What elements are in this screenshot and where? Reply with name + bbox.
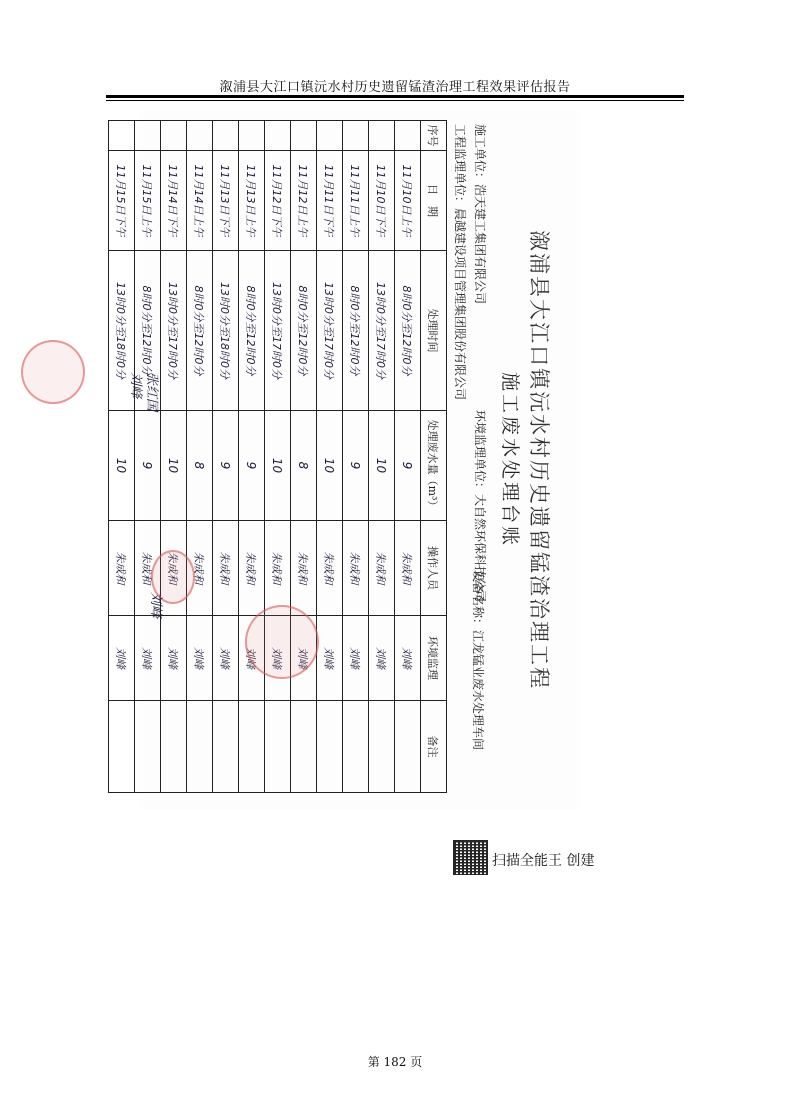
- cell-time: 13时0分至18时0分: [109, 251, 135, 411]
- cell-time: 13时0分至18时0分: [213, 251, 239, 411]
- cell-operator: 朱成和: [213, 521, 239, 616]
- header-rule-thick: [106, 95, 684, 98]
- cell-volume: 8: [291, 411, 317, 521]
- cell-no: [265, 121, 291, 151]
- table-row: [187, 121, 213, 793]
- col-header-operator: 操作人员: [421, 521, 447, 616]
- cell-volume: 9: [213, 411, 239, 521]
- cell-volume: 8: [187, 411, 213, 521]
- cell-supervisor: 刘峰: [239, 616, 265, 701]
- cell-date: 11月11日上午: [343, 151, 369, 251]
- cell-operator: 朱成和: [291, 521, 317, 616]
- cell-operator: 朱成和: [317, 521, 343, 616]
- col-header-time: 处理时间: [421, 251, 447, 411]
- table-row: [343, 121, 369, 793]
- qr-code-icon: [453, 840, 488, 875]
- handwritten-signature: 刘峰: [128, 372, 143, 399]
- scanner-watermark-label: 扫描全能王 创建: [492, 853, 595, 869]
- cell-supervisor: 刘峰: [135, 616, 161, 701]
- col-header-note: 备注: [421, 701, 447, 793]
- cell-supervisor: 刘峰: [369, 616, 395, 701]
- table-row: [317, 121, 343, 793]
- cell-date: 11月11日下午: [317, 151, 343, 251]
- page-number: 第 182 页: [367, 1055, 423, 1069]
- cell-volume: 10: [161, 411, 187, 521]
- table-row: [369, 121, 395, 793]
- cell-no: [135, 121, 161, 151]
- cell-operator: 朱成和: [109, 521, 135, 616]
- cell-no: [187, 121, 213, 151]
- cell-operator: 朱成和: [395, 521, 421, 616]
- cell-time: 8时0分至12时0分: [239, 251, 265, 411]
- table-row: [161, 121, 187, 793]
- project-supervision-unit: 工程监理单位：晨越建设项目管理集团股份有限公司: [453, 124, 467, 401]
- cell-note: [135, 701, 161, 793]
- cell-volume: 10: [265, 411, 291, 521]
- cell-no: [239, 121, 265, 151]
- ledger-subtitle: 施工废水处理台账: [499, 371, 521, 548]
- cell-supervisor: 刘峰: [187, 616, 213, 701]
- cell-date: 11月10日上午: [395, 151, 421, 251]
- cell-volume: 9: [343, 411, 369, 521]
- cell-no: [213, 121, 239, 151]
- red-seal-stamp: [245, 605, 319, 679]
- cell-operator: 朱成和: [239, 521, 265, 616]
- cell-supervisor: 刘峰: [395, 616, 421, 701]
- cell-time: 13时0分至17时0分: [369, 251, 395, 411]
- report-header: 溆浦县大江口镇沅水村历史遗留锰渣治理工程效果评估报告: [219, 80, 571, 95]
- construction-unit: 施工单位：浩天建工集团有限公司: [473, 124, 487, 305]
- table-row: [213, 121, 239, 793]
- table-row: [291, 121, 317, 793]
- cell-date: 11月13日下午: [213, 151, 239, 251]
- cell-time: 13时0分至17时0分: [317, 251, 343, 411]
- col-header-no: 序号: [421, 121, 447, 151]
- cell-supervisor: 刘峰: [291, 616, 317, 701]
- cell-date: 11月12日上午: [291, 151, 317, 251]
- cell-time: 8时0分至12时0分: [291, 251, 317, 411]
- ledger-project-title: 溆浦县大江口镇沅水村历史遗留锰渣治理工程: [527, 230, 551, 690]
- cell-no: [395, 121, 421, 151]
- env-supervision-unit: 环境监理单位：大自然环保科技公司: [473, 410, 487, 603]
- table-row: [395, 121, 421, 793]
- cell-volume: 10: [369, 411, 395, 521]
- cell-note: [109, 701, 135, 793]
- cell-supervisor: 刘峰: [265, 616, 291, 701]
- table-row: [239, 121, 265, 793]
- handwritten-signature: 刘峰: [148, 592, 163, 619]
- cell-no: [343, 121, 369, 151]
- col-header-date: 日 期: [421, 151, 447, 251]
- cell-no: [291, 121, 317, 151]
- cell-supervisor: 刘峰: [343, 616, 369, 701]
- cell-operator: 朱成和: [135, 521, 161, 616]
- cell-note: [213, 701, 239, 793]
- cell-volume: 10: [109, 411, 135, 521]
- cell-date: 11月14日下午: [161, 151, 187, 251]
- cell-supervisor: 刘峰: [161, 616, 187, 701]
- table-row: [109, 121, 135, 793]
- cell-time: 8时0分至12时0分: [135, 251, 161, 411]
- wastewater-ledger-table: [108, 120, 447, 793]
- header-rule-thin: [106, 100, 684, 101]
- cell-supervisor: 刘峰: [213, 616, 239, 701]
- cell-note: [161, 701, 187, 793]
- cell-date: 11月15日下午: [109, 151, 135, 251]
- rotated-ledger-document: [114, 110, 555, 810]
- cell-date: 11月15日上午: [135, 151, 161, 251]
- red-seal-stamp: [21, 340, 85, 404]
- cell-operator: 朱成和: [187, 521, 213, 616]
- table-header-row: [421, 121, 447, 793]
- col-header-volume: 处理废水量（m³）: [421, 411, 447, 521]
- col-header-supervisor: 环境监理: [421, 616, 447, 701]
- cell-supervisor: 刘峰: [109, 616, 135, 701]
- cell-time: 13时0分至17时0分: [265, 251, 291, 411]
- cell-date: 11月10日下午: [369, 151, 395, 251]
- cell-operator: 朱成和: [265, 521, 291, 616]
- cell-date: 11月14日上午: [187, 151, 213, 251]
- cell-time: 8时0分至12时0分: [187, 251, 213, 411]
- cell-note: [291, 701, 317, 793]
- cell-note: [187, 701, 213, 793]
- cell-no: [369, 121, 395, 151]
- cell-time: 8时0分至12时0分: [395, 251, 421, 411]
- cell-time: 13时0分至17时0分: [161, 251, 187, 411]
- equipment-name: 设备名称：江龙锰业废水处理车间: [471, 570, 485, 751]
- cell-note: [369, 701, 395, 793]
- cell-volume: 9: [395, 411, 421, 521]
- cell-note: [265, 701, 291, 793]
- table-row: [265, 121, 291, 793]
- cell-note: [239, 701, 265, 793]
- cell-volume: 9: [135, 411, 161, 521]
- cell-date: 11月12日下午: [265, 151, 291, 251]
- handwritten-signature: 张红国: [144, 372, 159, 412]
- cell-volume: 9: [239, 411, 265, 521]
- cell-no: [161, 121, 187, 151]
- cell-note: [395, 701, 421, 793]
- cell-time: 8时0分至12时0分: [343, 251, 369, 411]
- cell-date: 11月13日上午: [239, 151, 265, 251]
- cell-no: [109, 121, 135, 151]
- cell-note: [317, 701, 343, 793]
- cell-operator: 朱成和: [343, 521, 369, 616]
- cell-note: [343, 701, 369, 793]
- cell-no: [317, 121, 343, 151]
- cell-volume: 10: [317, 411, 343, 521]
- cell-operator: 朱成和: [369, 521, 395, 616]
- table-row: [135, 121, 161, 793]
- cell-supervisor: 刘峰: [317, 616, 343, 701]
- cell-operator: 朱成和: [161, 521, 187, 616]
